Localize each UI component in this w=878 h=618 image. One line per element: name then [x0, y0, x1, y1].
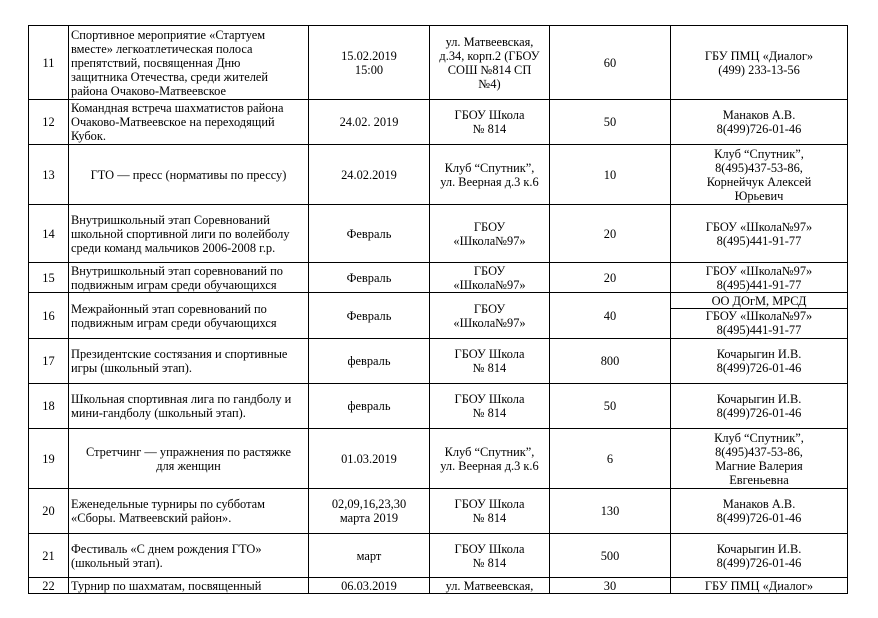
table-row [29, 489, 848, 534]
event-name: Спортивное мероприятие «Стартуем вместе» легкоатлетическая полоса препятствий, посвященная Дню защитника Отечества, среди жителей района Очаково-Матвеевское [69, 26, 309, 100]
row-number: 18 [29, 384, 69, 429]
event-place: ГБОУ Школа № 814 [430, 384, 550, 429]
organizer: Кочарыгин И.В. 8(499)726-01-46 [671, 534, 848, 578]
table-row [29, 100, 848, 145]
event-name: Стретчинг — упражнения по растяжке для женщин [69, 429, 309, 489]
event-place: ГБОУ Школа № 814 [430, 489, 550, 534]
participant-count: 30 [550, 578, 671, 594]
event-name: Межрайонный этап соревнований по подвижным играм среди обучающихся [69, 293, 309, 339]
table-row [29, 429, 848, 489]
event-date: Февраль [309, 205, 430, 263]
row-number: 13 [29, 145, 69, 205]
event-name: Внутришкольный этап Соревнований школьной спортивной лиги по волейболу среди команд мальчиков 2006-2008 г.р. [69, 205, 309, 263]
participant-count: 10 [550, 145, 671, 205]
row-number: 21 [29, 534, 69, 578]
event-date: 15.02.2019 15:00 [309, 26, 430, 100]
participant-count: 800 [550, 339, 671, 384]
row-number: 15 [29, 263, 69, 293]
event-name: Внутришкольный этап соревнований по подвижным играм среди обучающихся [69, 263, 309, 293]
organizer: ГБОУ «Школа№97» 8(495)441-91-77 [671, 263, 848, 293]
row-number: 11 [29, 26, 69, 100]
event-date: Февраль [309, 263, 430, 293]
participant-count: 60 [550, 26, 671, 100]
organizer-secondary: ГБОУ «Школа№97» 8(495)441-91-77 [705, 309, 813, 337]
event-date: 24.02. 2019 [309, 100, 430, 145]
organizer: ГБУ ПМЦ «Диалог» (499) 233-13-56 [671, 26, 848, 100]
event-place: ГБОУ «Школа№97» [430, 263, 550, 293]
row-number: 17 [29, 339, 69, 384]
event-date: февраль [309, 384, 430, 429]
row-number: 12 [29, 100, 69, 145]
participant-count: 50 [550, 384, 671, 429]
event-name: Школьная спортивная лига по гандболу и мини-гандболу (школьный этап). [69, 384, 309, 429]
participant-count: 130 [550, 489, 671, 534]
event-name: ГТО — пресс (нормативы по прессу) [69, 145, 309, 205]
table-row [29, 534, 848, 578]
table-row [29, 578, 848, 594]
row-number: 20 [29, 489, 69, 534]
event-place: ГБОУ Школа № 814 [430, 534, 550, 578]
event-place: ул. Матвеевская, [430, 578, 550, 594]
event-place: ГБОУ «Школа№97» [430, 205, 550, 263]
row-number: 14 [29, 205, 69, 263]
event-name: Турнир по шахматам, посвященный [69, 578, 309, 594]
table-row [29, 145, 848, 205]
event-place: Клуб “Спутник”, ул. Веерная д.3 к.6 [430, 145, 550, 205]
organizer: Клуб “Спутник”, 8(495)437-53-86, Корнейчук Алексей Юрьевич [671, 145, 848, 205]
organizer: Манаков А.В. 8(499)726-01-46 [671, 489, 848, 534]
participant-count: 6 [550, 429, 671, 489]
event-place: Клуб “Спутник”, ул. Веерная д.3 к.6 [430, 429, 550, 489]
event-place: ГБОУ «Школа№97» [430, 293, 550, 339]
organizer: Манаков А.В. 8(499)726-01-46 [671, 100, 848, 145]
row-number: 22 [29, 578, 69, 594]
table-row [29, 293, 848, 339]
organizer: Кочарыгин И.В. 8(499)726-01-46 [671, 384, 848, 429]
participant-count: 40 [550, 293, 671, 339]
event-name: Командная встреча шахматистов района Очаково-Матвеевское на переходящий Кубок. [69, 100, 309, 145]
table-row [29, 384, 848, 429]
row-number: 16 [29, 293, 69, 339]
event-name: Еженедельные турниры по субботам «Сборы. Матвеевский район». [69, 489, 309, 534]
table-row [29, 205, 848, 263]
event-date: 02,09,16,23,30 марта 2019 [309, 489, 430, 534]
event-date: март [309, 534, 430, 578]
event-place: ГБОУ Школа № 814 [430, 100, 550, 145]
organizer: Кочарыгин И.В. 8(499)726-01-46 [671, 339, 848, 384]
event-name: Президентские состязания и спортивные игры (школьный этап). [69, 339, 309, 384]
event-place: ул. Матвеевская, д.34, корп.2 (ГБОУ СОШ №814 СП №4) [430, 26, 550, 100]
organizer: ГБУ ПМЦ «Диалог» [671, 578, 848, 594]
event-date: Февраль [309, 293, 430, 339]
event-date: 24.02.2019 [309, 145, 430, 205]
table-row [29, 263, 848, 293]
organizer: ГБОУ «Школа№97» 8(495)441-91-77 [671, 205, 848, 263]
events-table [28, 25, 848, 594]
row-number: 19 [29, 429, 69, 489]
organizer: Клуб “Спутник”, 8(495)437-53-86, Магние Валерия Евгеньевна [671, 429, 848, 489]
event-date: февраль [309, 339, 430, 384]
event-date: 06.03.2019 [309, 578, 430, 594]
organizer-primary: ОО ДОгМ, МРСД [671, 294, 847, 309]
event-place: ГБОУ Школа № 814 [430, 339, 550, 384]
table-row [29, 339, 848, 384]
event-date: 01.03.2019 [309, 429, 430, 489]
table-row [29, 26, 848, 100]
organizer [671, 293, 848, 339]
participant-count: 20 [550, 263, 671, 293]
participant-count: 20 [550, 205, 671, 263]
participant-count: 500 [550, 534, 671, 578]
participant-count: 50 [550, 100, 671, 145]
event-name: Фестиваль «С днем рождения ГТО» (школьный этап). [69, 534, 309, 578]
